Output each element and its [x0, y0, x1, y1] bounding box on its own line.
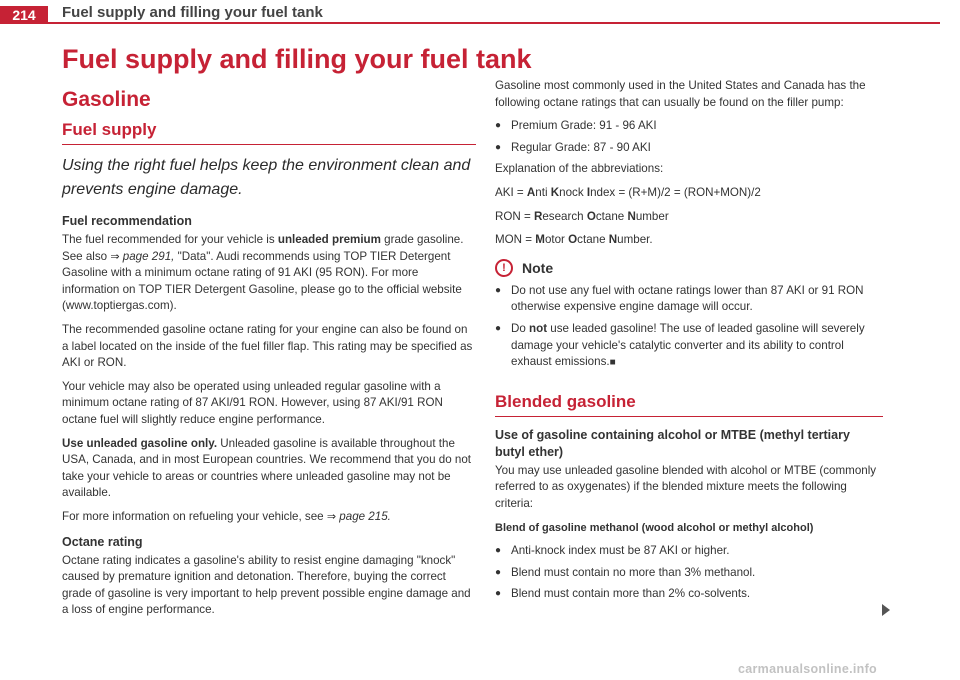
paragraph-refueling-ref: [62, 509, 476, 526]
page-number: 214: [12, 7, 36, 23]
note-header: [495, 259, 883, 277]
list-item-text: Anti-knock index must be 87 AKI or higher.: [511, 544, 730, 558]
list-item-text: Premium Grade: 91 - 96 AKI: [511, 119, 657, 133]
list-item-text: Do not use any fuel with octane ratings lower than 87 AKI or 91 RON otherwise expensive engine damage will occur.: [511, 283, 864, 314]
text: Unleaded gasoline is available throughout the USA, Canada, and in most European countries. We recommend that you do not take your vehicle to areas or countries where unleaded gasoline may not be available.: [62, 436, 472, 500]
paragraph-blended-criteria: You may use unleaded gasoline blended with alcohol or MTBE (commonly referred to as oxygenates) if the blended mixture meets the following criteria:: [495, 463, 877, 510]
paragraph-octane-label: The recommended gasoline octane rating for your engine can also be found on a label located on the inside of the fuel filler flap. This rating may be specified as AKI or RON.: [62, 322, 473, 370]
text: ndex = (R+M)/2 = (RON+MON)/2: [590, 185, 761, 199]
lead-text: Using the right fuel helps keep the environment clean and prevents engine damage.: [62, 157, 471, 198]
abbreviation-ron: [495, 209, 883, 226]
text: grade gasoline. See also: [62, 233, 464, 263]
bullet-icon: ●: [495, 284, 502, 296]
subsection-heading-fuel-supply: Fuel supply: [62, 120, 476, 145]
running-header: Fuel supply and filling your fuel tank: [62, 4, 323, 21]
text: ctane: [577, 233, 609, 247]
paragraph-abbreviations-intro: Explanation of the abbreviations:: [495, 162, 664, 176]
section-end-icon: ■: [609, 357, 616, 369]
text: Do: [511, 321, 530, 335]
list-item: [495, 283, 883, 316]
text-emphasis: O: [586, 209, 596, 223]
text: use leaded gasoline! The use of leaded gasoline will severely damage your vehicle's catalytic converter and its ability to control exhaust emissions.: [511, 321, 865, 369]
left-column: [62, 88, 476, 626]
text: nti: [535, 185, 551, 199]
heading-methanol-blend: Blend of gasoline methanol (wood alcohol or methyl alcohol): [495, 521, 814, 534]
page-number-badge: [0, 6, 48, 24]
text: ctane: [595, 209, 628, 223]
list-item-text: Regular Grade: 87 - 90 AKI: [511, 140, 651, 154]
paragraph-octane-rating: Octane rating indicates a gasoline's ability to resist engine damaging "knock" caused by premature ignition and detonation. Therefore, buying the correct grade of gasoline is very important to help prevent possible engine damage and a loss of engine performance.: [62, 553, 471, 617]
abbreviation-aki: [495, 185, 883, 202]
list-item: [495, 118, 883, 135]
list-item: [495, 586, 883, 603]
page-reference-link[interactable]: page 215.: [336, 509, 391, 523]
bullet-icon: ●: [495, 566, 502, 578]
text-emphasis: A: [526, 185, 536, 199]
paragraph-regular-gasoline: Your vehicle may also be operated using unleaded regular gasoline with a minimum octane rating of 87 AKI/91 RON. However, using 87 AKI/91 RON octane fuel will slightly reduce engine performance.: [62, 379, 443, 426]
text: "Data". Audi recommends using TOP TIER Detergent Gasoline with a minimum octane rating of 91 AKI (95 RON). For more information on TOP TIER Detergent Gasoline, please go to the official website (www.toptiergas.com).: [62, 249, 462, 313]
text: nock: [559, 185, 587, 199]
text: RON =: [495, 209, 534, 223]
text-emphasis: M: [535, 233, 545, 247]
text: For more information on refueling your vehicle, see: [62, 509, 327, 523]
bullet-icon: ●: [495, 141, 502, 153]
text-emphasis: N: [627, 209, 636, 223]
note-title: Note: [522, 259, 554, 276]
header-rule: [48, 22, 940, 24]
abbreviation-mon: [495, 232, 883, 249]
heading-fuel-recommendation: Fuel recommendation: [62, 214, 192, 228]
heading-alcohol-mtbe: Use of gasoline containing alcohol or MTBE (methyl tertiary butyl ether): [495, 427, 850, 459]
text-emphasis: N: [608, 233, 618, 247]
text-emphasis: R: [533, 209, 543, 223]
cross-ref-arrow-icon: ⇒: [326, 510, 337, 523]
text-emphasis: K: [550, 185, 560, 199]
list-item-text: Blend must contain more than 2% co-solvents.: [511, 587, 751, 601]
paragraph-fuel-recommendation: [62, 232, 476, 315]
continue-arrow-icon: [882, 604, 890, 616]
text-emphasis: O: [568, 233, 578, 247]
text-emphasis: Use unleaded gasoline only.: [62, 436, 218, 450]
list-item-text: Blend must contain no more than 3% methanol.: [511, 565, 756, 579]
subsection-heading-blended-gasoline: Blended gasoline: [495, 392, 883, 417]
caution-icon: !: [495, 259, 513, 277]
list-item: [495, 140, 883, 157]
text: MON =: [495, 233, 536, 247]
list-item: [495, 543, 883, 560]
text-emphasis: unleaded premium: [277, 233, 381, 246]
section-heading-gasoline: Gasoline: [62, 88, 151, 111]
paragraph-unleaded-only: [62, 436, 476, 502]
list-item: [495, 565, 883, 582]
heading-octane-rating: Octane rating: [62, 534, 143, 549]
page-title: Fuel supply and filling your fuel tank: [62, 44, 532, 74]
text: AKI =: [495, 185, 527, 199]
text-emphasis: not: [529, 321, 548, 335]
page-reference-link[interactable]: page 291,: [119, 249, 175, 263]
text: esearch: [542, 209, 587, 223]
text: umber: [635, 209, 669, 223]
bullet-icon: ●: [495, 322, 502, 334]
text: The fuel recommended for your vehicle is: [62, 233, 278, 246]
text: umber.: [617, 233, 653, 247]
paragraph-octane-intro: Gasoline most commonly used in the United States and Canada has the following octane ratings that can usually be found on the filler pump:: [495, 79, 866, 109]
watermark: carmanualsonline.info: [738, 662, 877, 676]
text: otor: [544, 233, 569, 247]
list-item: [495, 321, 883, 372]
bullet-icon: ●: [495, 120, 502, 132]
bullet-icon: ●: [495, 545, 502, 557]
cross-ref-arrow-icon: ⇒: [110, 250, 120, 263]
list-item-text: [511, 321, 883, 372]
text-emphasis: I: [586, 185, 591, 199]
bullet-icon: ●: [495, 588, 502, 600]
right-column: [495, 78, 883, 608]
